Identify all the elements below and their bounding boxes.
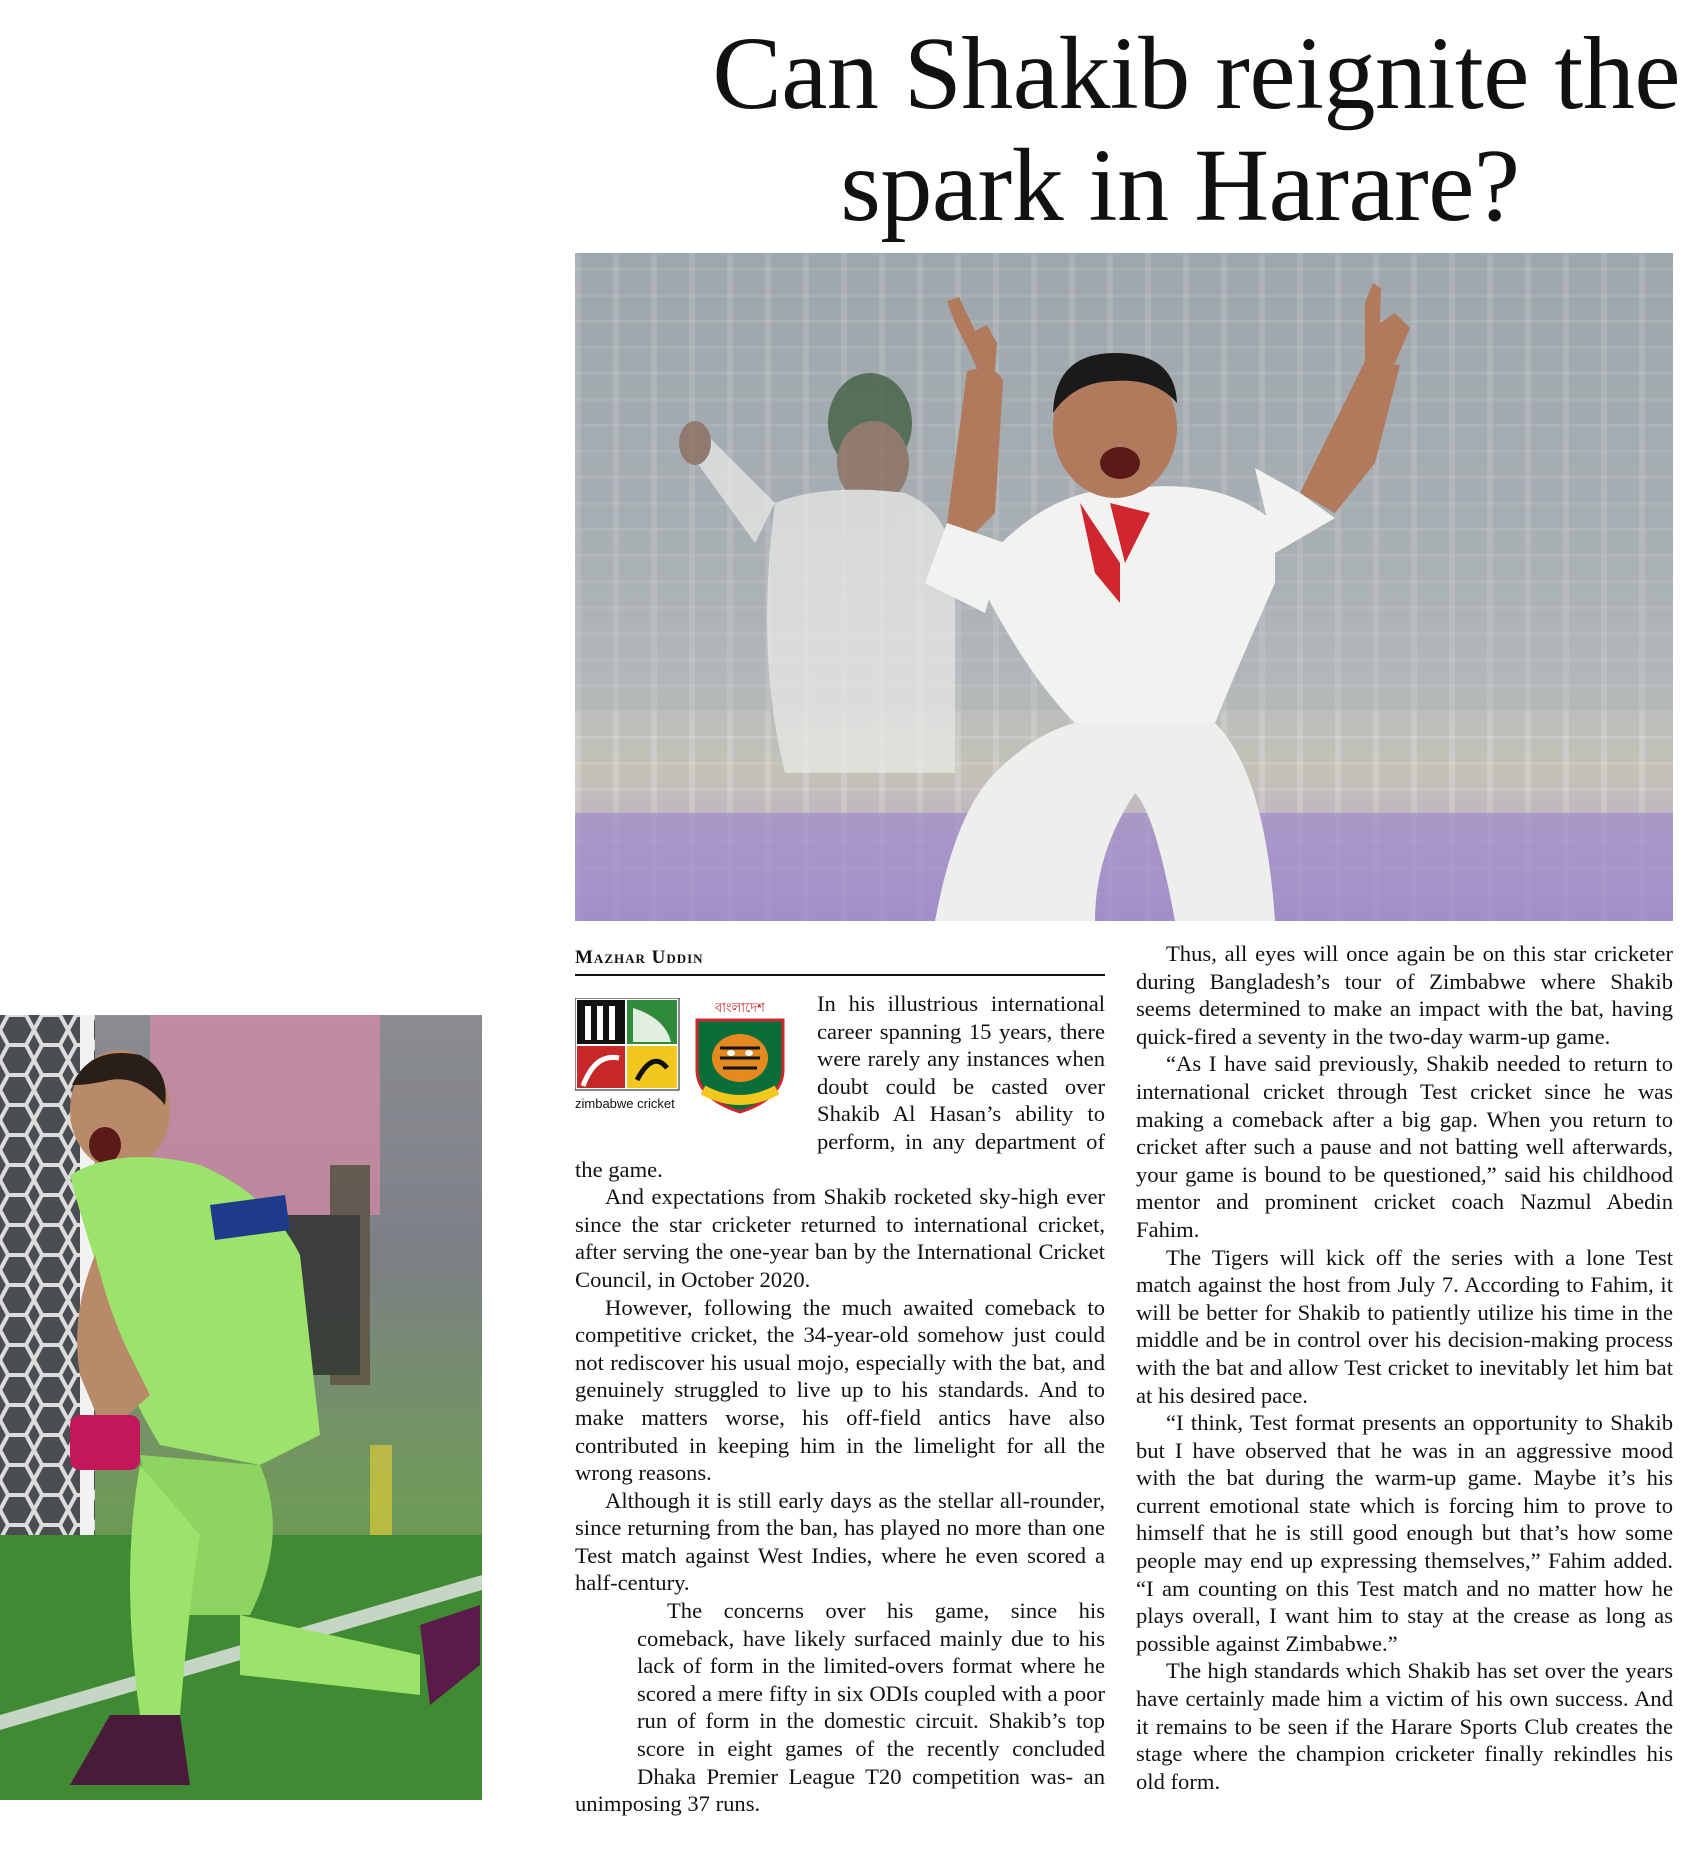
side-photo-goalkeeper (0, 1015, 482, 1800)
col1-paragraph-4: Although it is still early days as the stellar all-rounder, since returning from the ban, has played no more than one Test match against West Indies, where he even scored a half-century. (575, 1487, 1105, 1596)
article-column-2 (1136, 940, 1673, 1795)
headline (560, 18, 1680, 242)
main-photo-shakib-celebration (575, 253, 1673, 921)
byline: Mazhar Uddin (575, 947, 1105, 976)
col2-paragraph-4: “I think, Test format presents an opportunity to Shakib but I have observed that he was in an aggressive mood with the bat during the warm-up game. Maybe it’s his current emotional state which is forcing him to prove to himself that he is still good enough but that’s how some people may end up expressing themselves,” Fahim added. “I am counting on this Test match and no matter how he plays overall, I want him to stay at the crease as long as possible against Zimbabwe.” (1136, 1410, 1673, 1656)
col1-paragraph-2: And expectations from Shakib rocketed sky-high ever since the star cricketer returned to international cricket, after serving the one-year ban by the International Cricket Council, in October 2020. (575, 1184, 1105, 1292)
col1-paragraph-5: The concerns over his game, since his comeback, have likely surfaced mainly due to his lack of form in the limited-overs format where he scored a mere fifty in six ODIs coupled with a poor run of form in the domestic circuit. Shakib’s top score in eight games of the recently concluded Dhaka Premier League T20 competition was- an unimposing 37 runs. (575, 1598, 1105, 1817)
bangladesh-cricket-board-logo (697, 1001, 783, 1112)
svg-text:বাংলাদেশ: বাংলাদেশ (715, 1001, 765, 1016)
zimbabwe-cricket-logo (575, 998, 679, 1111)
headline-line-1: Can Shakib reignite the (712, 16, 1680, 131)
headline-line-2: spark in Harare? (840, 128, 1520, 243)
col1-paragraph-1: In his illustrious international career spanning 15 years, there were rarely any instances when doubt could be casted over Shakib Al Hasan’s ability to perform, in any department of the game. (575, 991, 1105, 1182)
wrap-spacer (575, 1597, 637, 1787)
article-column-1 (575, 990, 1105, 1818)
col2-paragraph-5: The high standards which Shakib has set over the years have certainly made him a victim of his own success. And it remains to be seen if the Harare Sports Club creates the stage where the champion cricketer finally rekindles his old form. (1136, 1658, 1673, 1794)
col2-paragraph-1: Thus, all eyes will once again be on this star cricketer during Bangladesh’s tour of Zimbabwe where Shakib seems determined to make an impact with the bat, having quick-fired a seventy in the two-day warm-up game. (1136, 941, 1673, 1049)
col2-paragraph-2: “As I have said previously, Shakib needed to return to international cricket through Test cricket since he was making a comeback after a big gap. When you return to cricket after such a pause and not batting well afterwards, your game is bound to be questioned,” said his childhood mentor and prominent cricket coach Nazmul Abedin Fahim. (1136, 1051, 1673, 1242)
svg-text:zimbabwe cricket: zimbabwe cricket (575, 1096, 675, 1111)
col2-paragraph-3: The Tigers will kick off the series with a lone Test match against the host from July 7. According to Fahim, it will be better for Shakib to patiently utilize his time in the middle and be in control over his decision-making process with the bat and allow Test cricket to inevitably let him bat at his desired pace. (1136, 1244, 1673, 1408)
col1-paragraph-3: However, following the much awaited comeback to competitive cricket, the 34-year-old somehow just could not rediscover his usual mojo, especially with the bat, and genuinely struggled to live up to his standards. And to make matters worse, his off-field antics have also contributed in keeping him in the limelight for all the wrong reasons. (575, 1294, 1105, 1486)
cricket-board-logos (575, 990, 815, 1128)
